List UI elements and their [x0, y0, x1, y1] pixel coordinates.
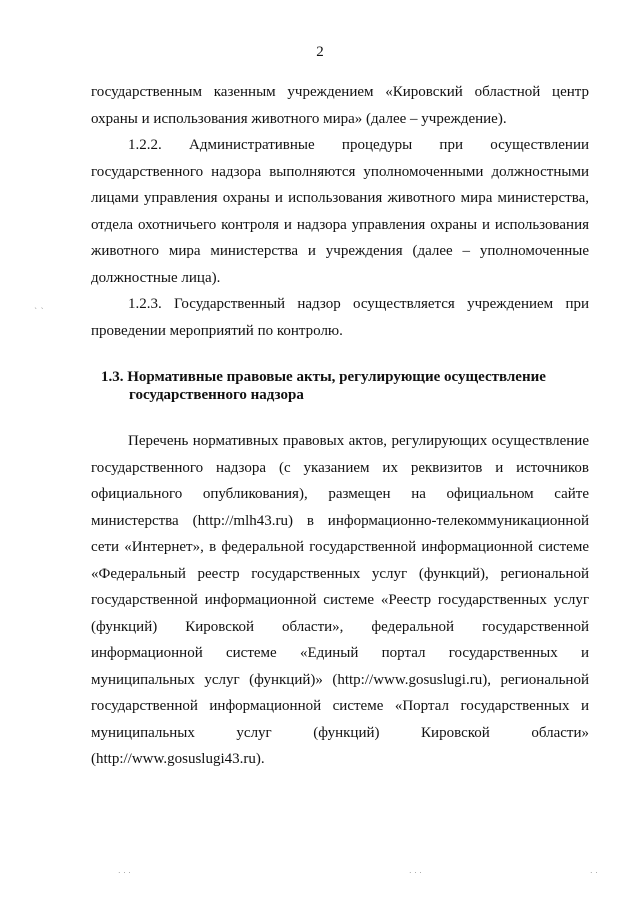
section-1-3-body: Перечень нормативных правовых актов, регулирующих осуществление государственного надзора (с указанием их реквизитов и источников официального опубликования), размещен на официальном сайте министерства (http://mlh43.ru) в информационно-телекоммуникационной сети «Интернет», в федеральной государственной информационной системе «Федеральный реестр государственных услуг (функций), региональной государственной информационной системе «Реестр государственных услуг (функций) Кировской области», федеральной государственной информационной системе «Единый портал государственных и муниципальных услуг (функций)» (http://www.gosuslugi.ru), региональной государственной информационной системе «Портал государственных и муниципальных услуг (функций) Кировской области» (http://www.gosuslugi43.ru).: [91, 433, 589, 767]
section-heading-1-3: 1.3. Нормативные правовые акты, регулирующие осуществление государственного надзора: [101, 369, 546, 403]
paragraph-1-2-3: 1.2.3. Государственный надзор осуществляется учреждением при проведении мероприятий по контролю.: [91, 296, 589, 339]
scan-artifact: . . .: [409, 866, 422, 875]
scan-artifact: ` `: [34, 307, 45, 316]
paragraph-1: государственным казенным учреждением «Кировский областной центр охраны и использования животного мира» (далее – учреждение).: [91, 84, 589, 127]
page-number: 2: [316, 44, 324, 60]
paragraph-1-2-2: 1.2.2. Административные процедуры при осуществлении государственного надзора выполняются уполномоченными должностными лицами управления охраны и использования животного мира министерства, отдела охотничьего контроля и надзора управления охраны и использования животного мира министерства и учреждения (далее – уполномоченные должностные лица).: [91, 137, 589, 286]
document-body: [91, 79, 589, 773]
scan-artifact: . .: [590, 866, 598, 875]
scan-artifact: . . .: [118, 866, 131, 875]
